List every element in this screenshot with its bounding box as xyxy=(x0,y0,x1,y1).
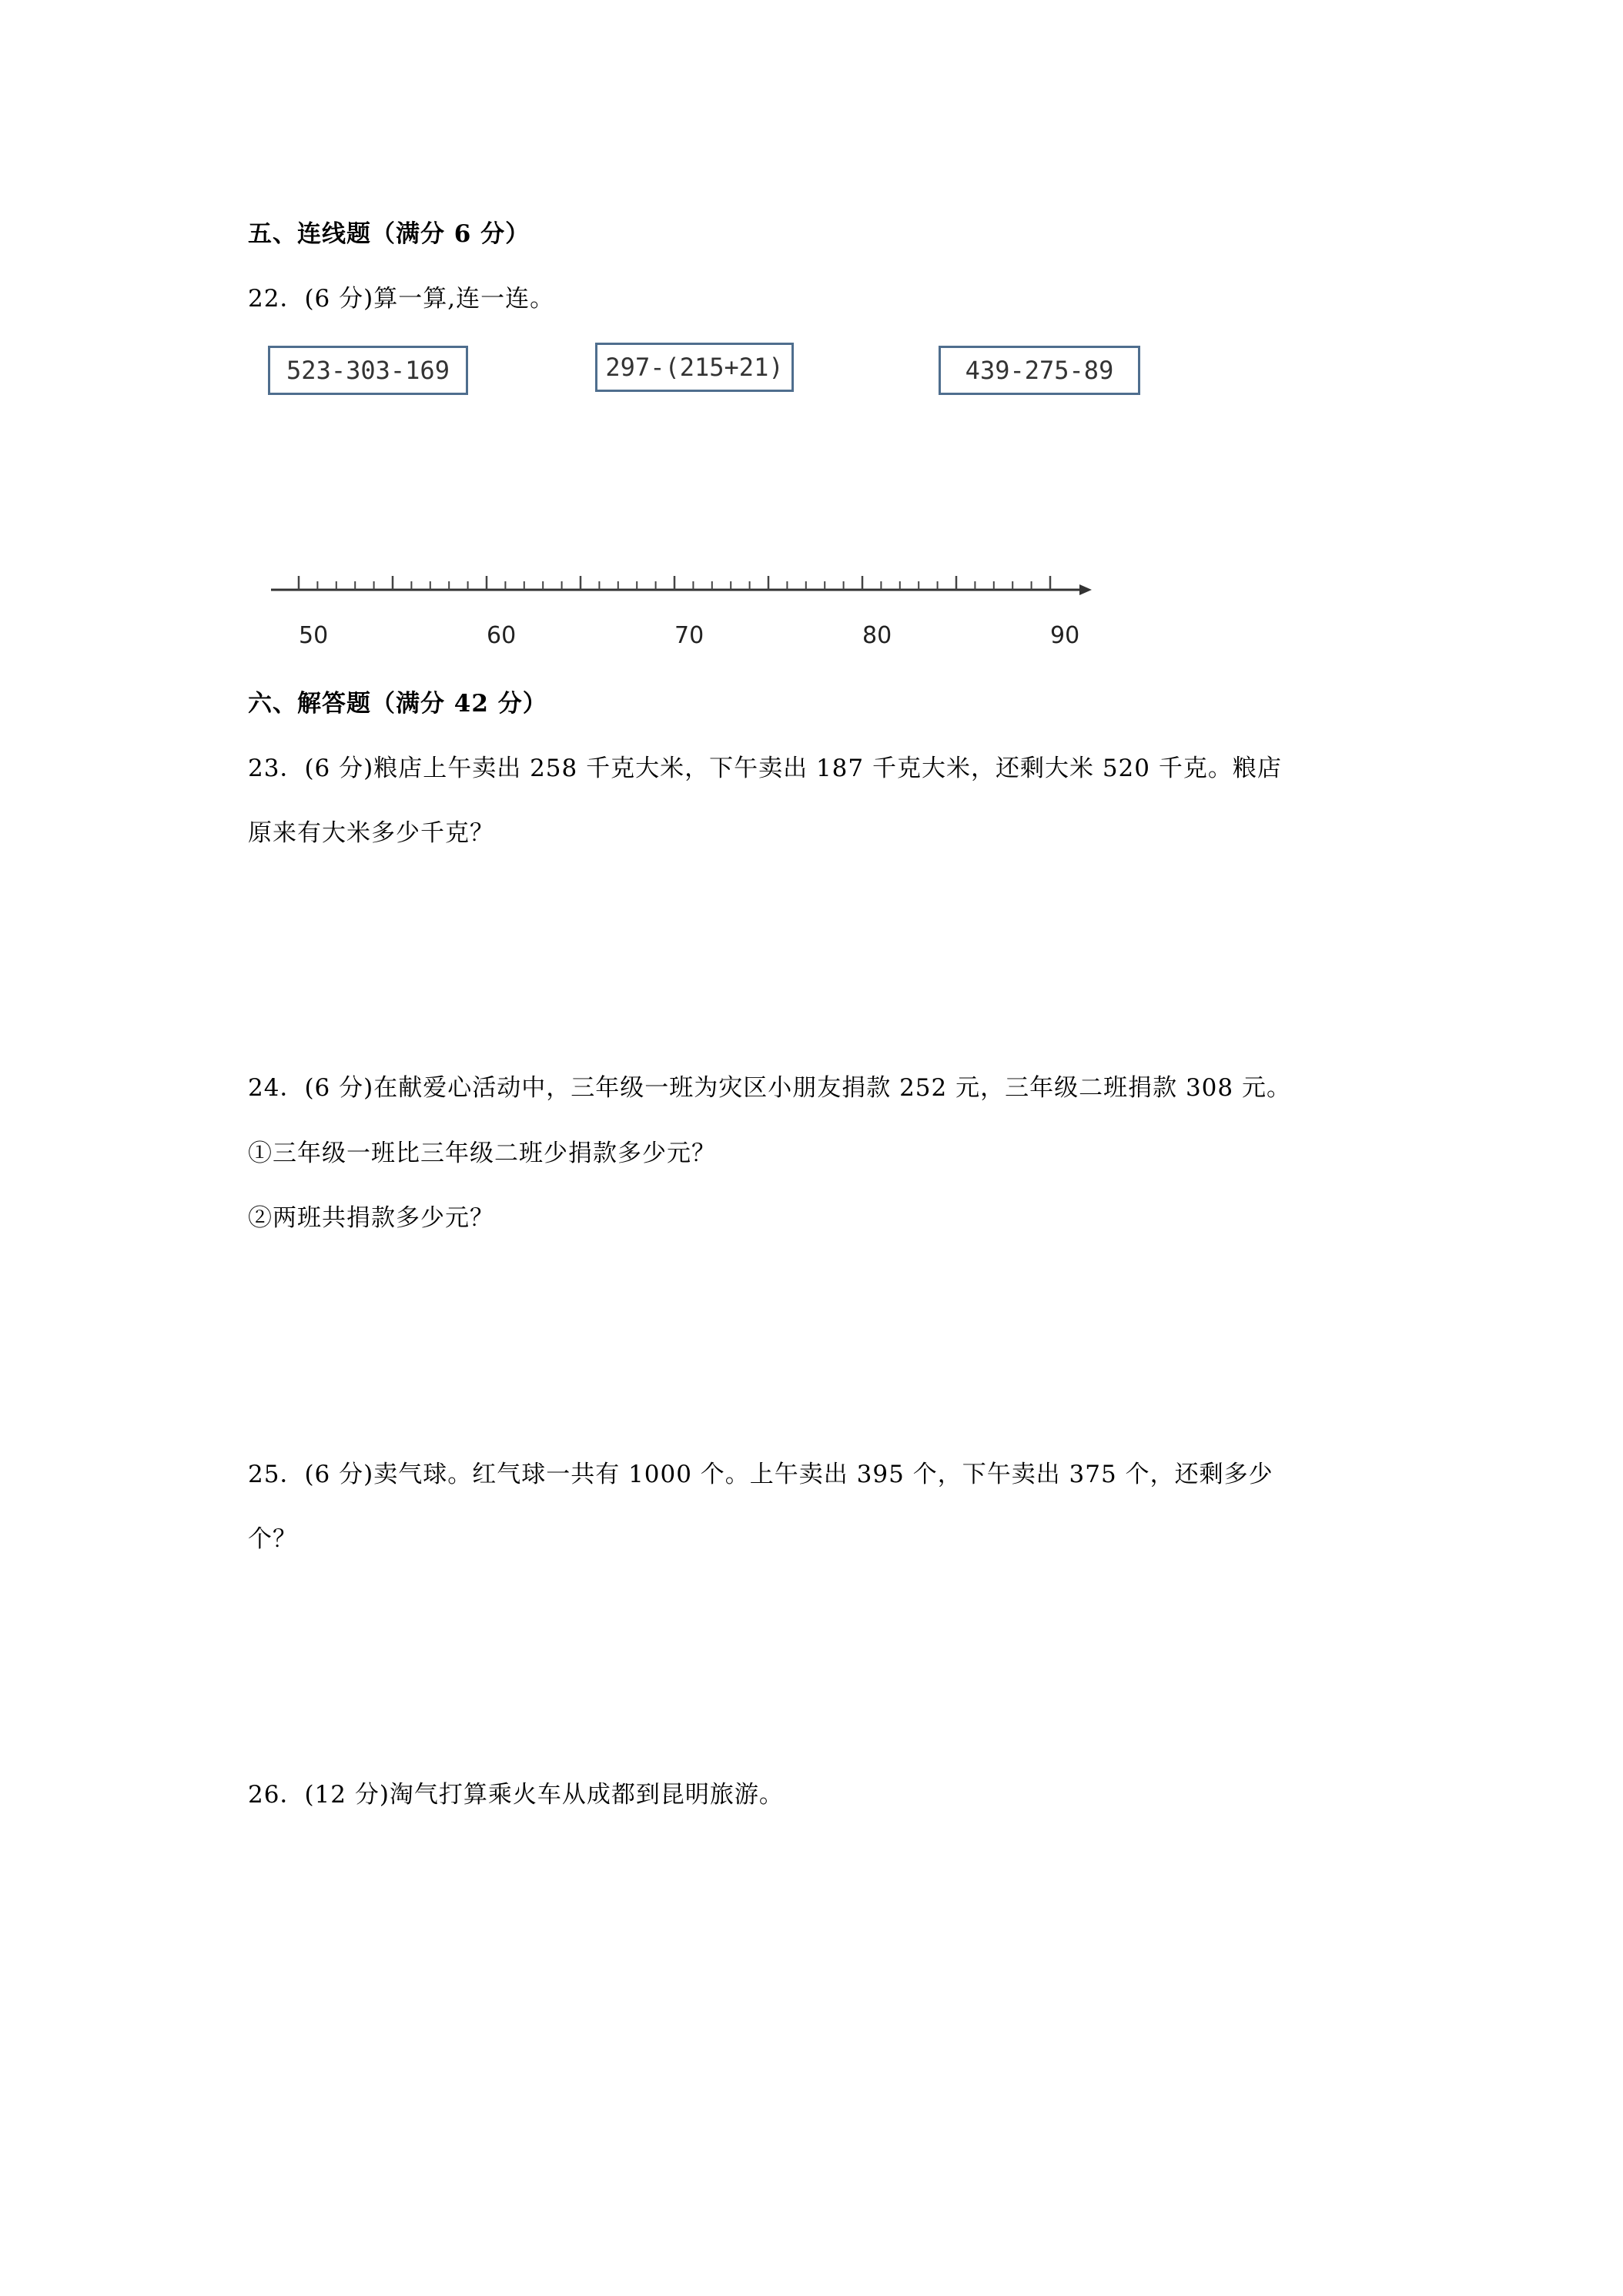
section-5-heading: 五、连线题（满分 6 分） xyxy=(248,220,530,248)
number-line-labels xyxy=(299,622,1079,649)
section-6-heading: 六、解答题（满分 42 分） xyxy=(248,690,547,718)
question-23-line-1: 23．(6 分)粮店上午卖出 258 千克大米，下午卖出 187 千克大米，还剩大米 520 千克。粮店 xyxy=(248,755,1282,782)
question-26-line-1: 26．(12 分)淘气打算乘火车从成都到昆明旅游。 xyxy=(248,1781,784,1809)
question-24-line-1: 24．(6 分)在献爱心活动中，三年级一班为灾区小朋友捐款 252 元，三年级二班捐款 308 元。 xyxy=(248,1074,1291,1102)
number-line-label-60: 60 xyxy=(487,622,517,649)
expression-box-2: 297-(215+21) xyxy=(595,343,794,392)
number-line-label-70: 70 xyxy=(674,622,704,649)
expression-box-1: 523-303-169 xyxy=(268,346,468,395)
number-line-label-50: 50 xyxy=(299,622,329,649)
question-24-sub-2: ②两班共捐款多少元？ xyxy=(248,1204,494,1232)
number-line-label-80: 80 xyxy=(862,622,892,649)
question-22-text: 22．(6 分)算一算,连一连。 xyxy=(248,285,555,313)
number-line-ticks xyxy=(299,576,1050,590)
number-line xyxy=(262,554,1109,662)
question-23-line-2: 原来有大米多少千克？ xyxy=(248,819,494,847)
expression-box-3: 439-275-89 xyxy=(939,346,1140,395)
question-25-line-1: 25．(6 分)卖气球。红气球一共有 1000 个。上午卖出 395 个，下午卖出 375 个，还剩多少 xyxy=(248,1461,1273,1488)
number-line-arrow xyxy=(1079,584,1092,595)
question-25-line-2: 个？ xyxy=(248,1525,297,1553)
question-24-sub-1: ①三年级一班比三年级二班少捐款多少元？ xyxy=(248,1140,716,1167)
number-line-label-90: 90 xyxy=(1050,622,1080,649)
